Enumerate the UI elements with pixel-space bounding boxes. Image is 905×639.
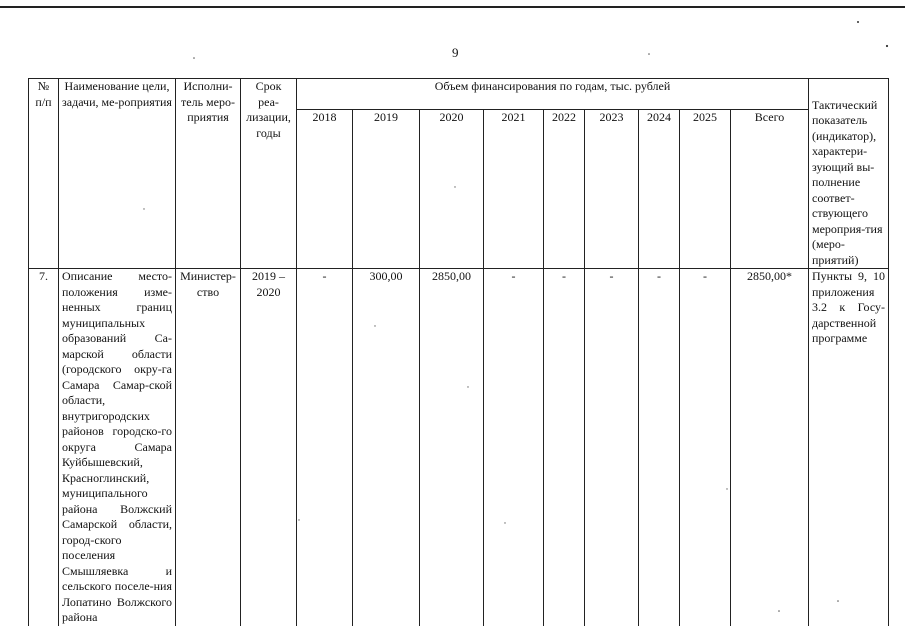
row-value-2020: 2850,00 <box>420 269 484 626</box>
financing-table <box>28 78 889 626</box>
year-header: 2025 <box>680 110 731 269</box>
header-term: Срок реа-лизации, годы <box>241 79 297 269</box>
header-row <box>29 79 889 110</box>
year-header: 2023 <box>585 110 639 269</box>
row-value-2023: - <box>585 269 639 626</box>
year-header: 2018 <box>297 110 353 269</box>
row-no: 7. <box>29 269 59 626</box>
row-name: Описание место-положения изме-ненных границ муниципальных образований Са-марской области (городского окру-га Самара Самар-ской области, внутригородских районов городско-го округа Самара Куйбышевский, Красноглинский, муниципального района Волжский Самарской области, город-ского поселения Смышляевка и сельского поселе-ния Лопатино Волжского района <box>59 269 176 626</box>
row-value-2018: - <box>297 269 353 626</box>
row-value-2022: - <box>544 269 585 626</box>
row-value-total: 2850,00* <box>731 269 809 626</box>
table-row <box>29 269 889 626</box>
scan-speck <box>648 53 650 55</box>
scan-speck <box>886 45 888 47</box>
row-value-2019: 300,00 <box>353 269 420 626</box>
row-value-2021: - <box>484 269 544 626</box>
year-header: 2021 <box>484 110 544 269</box>
year-header: 2019 <box>353 110 420 269</box>
scan-speck <box>193 57 195 59</box>
top-rule <box>0 6 905 8</box>
page-number: 9 <box>452 45 459 60</box>
year-header: 2022 <box>544 110 585 269</box>
scan-speck <box>857 21 859 23</box>
year-header: 2020 <box>420 110 484 269</box>
row-executor: Министер-ство <box>176 269 241 626</box>
row-value-2024: - <box>639 269 680 626</box>
year-header: 2024 <box>639 110 680 269</box>
row-value-2025: - <box>680 269 731 626</box>
header-indicator: Тактический показатель (индикатор), характери-зующий вы-полнение соответ-ствующего мероприя-тия (меро-приятий) <box>809 79 889 269</box>
total-header: Всего <box>731 110 809 269</box>
header-no: № п/п <box>29 79 59 269</box>
header-name: Наименование цели, задачи, ме-роприятия <box>59 79 176 269</box>
header-executor: Исполни-тель меро-приятия <box>176 79 241 269</box>
row-term: 2019 – 2020 <box>241 269 297 626</box>
row-indicator: Пункты 9, 10 приложения 3.2 к Госу-дарственной программе <box>809 269 889 626</box>
header-funding: Объем финансирования по годам, тыс. рублей <box>297 79 809 110</box>
